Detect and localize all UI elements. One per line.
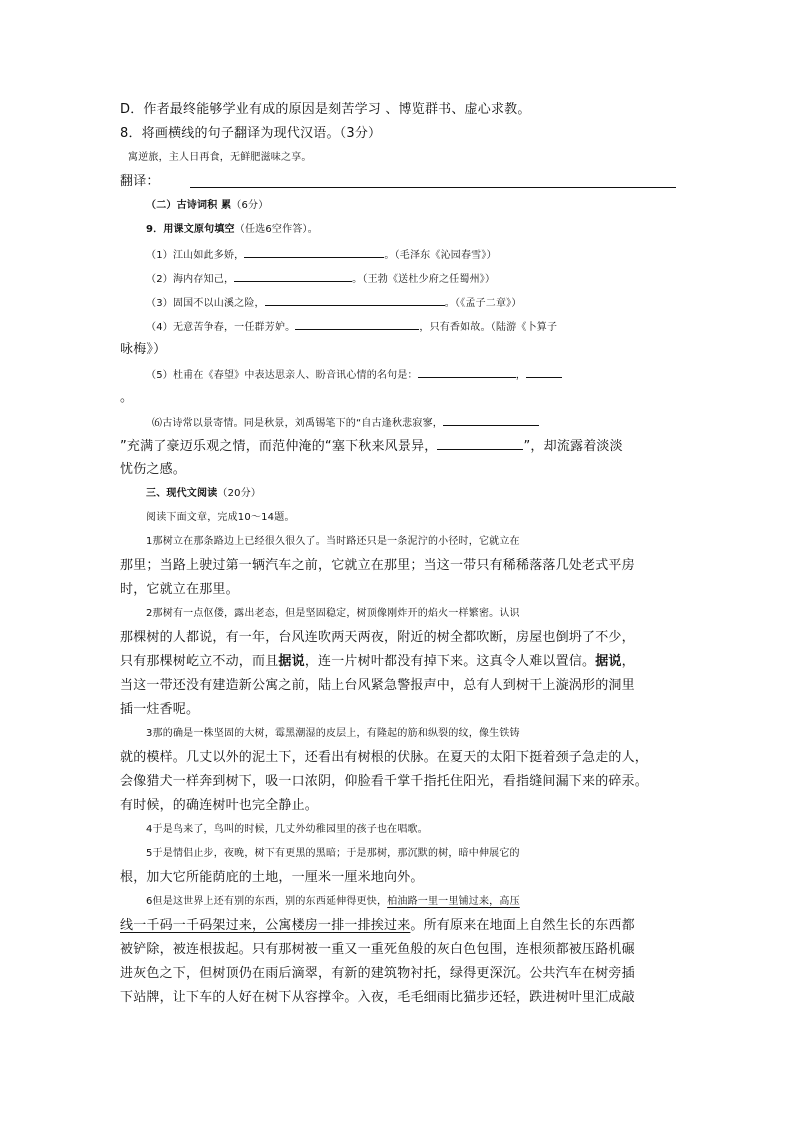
passage-text: 3那的确是一株坚固的大树，霉黑潮湿的皮层上，有隆起的筋和纵裂的纹，像生铁铸: [146, 728, 520, 739]
passage-p1-line: [120, 579, 680, 601]
passage-p5-line: [120, 867, 680, 889]
q8-answer-rule: [190, 187, 676, 188]
q9-item-4-lead: （4）无意苦争春，一任群芳妒。: [146, 322, 296, 333]
section3-title: 三、现代文阅读: [146, 488, 218, 499]
passage-p2-line: [146, 603, 706, 625]
q9-item-2: [146, 267, 706, 291]
passage-text: 下站牌，让下车的人好在树下从容撑伞。入夜，毛毛细雨比猫步还轻，跌进树叶里汇成敲: [120, 990, 635, 1005]
passage-text: 时，它就立在那里。: [120, 582, 239, 597]
q9-item-1: [146, 243, 706, 267]
q8-prompt-text: 8．将画横线的句子翻译为现代汉语。（3分）: [120, 126, 382, 141]
passage-text: 只有那棵树屹立不动，而且: [120, 654, 279, 669]
passage-p3-line: [120, 795, 680, 817]
passage-p3-line: [120, 771, 680, 793]
passage-text: 。所有原来在地面上自然生长的东西都: [410, 918, 635, 933]
q9-item-4-blank[interactable]: [295, 315, 419, 330]
section2-title: （二）古诗词积 累: [146, 200, 232, 211]
passage-text: 那里；当路上驶过第一辆汽车之前，它就立在那里；当这一带只有稀稀落落几处老式平房: [120, 558, 635, 573]
passage-p6-line: [120, 939, 680, 961]
passage-text: 当这一带还没有建造新公寓之前，陆上台风紧急警报声中，总有人到树干上漩涡形的洞里: [120, 678, 635, 693]
q9-item-2-lead: （2）海内存知己，: [146, 274, 235, 285]
emphasis-text: 据说: [595, 654, 622, 669]
passage-text: 被铲除，被连根拔起。只有那树被一重又一重死鱼般的灰白色包围，连根须都被压路机碾: [120, 942, 635, 957]
section3-score: （20分）: [217, 488, 262, 499]
q9-item-2-blank[interactable]: [234, 267, 352, 282]
q9-item-6: [152, 411, 712, 435]
passage-p6-line: [146, 891, 706, 913]
q9-item-4: [146, 315, 706, 339]
q9-heading: [146, 219, 706, 241]
passage-p5-line: [146, 843, 706, 865]
passage-text: 4于是鸟来了，鸟叫的时候，几丈外幼稚园里的孩子也在唱歌。: [146, 824, 428, 835]
q9-item-5-blank-2[interactable]: [526, 363, 562, 378]
emphasis-text: 据说: [278, 654, 305, 669]
q9-item-6-line-3: [120, 459, 680, 481]
q9-item-6-lead: ⑹古诗常以景寄情。同是秋景，刘禹锡笔下的“自古逢秋悲寂寥，: [152, 418, 443, 429]
q9-item-3: [146, 291, 706, 315]
q9-item-5-lead: （5）杜甫在《春望》中表达思亲人、盼音讯心情的名句是：: [146, 370, 418, 381]
passage-text: 会像猎犬一样奔到树下，吸一口浓阴，仰脸看千掌千指托住阳光，看指缝间漏下来的碎汞。: [120, 774, 649, 789]
q9-item-5: [146, 363, 706, 387]
q7-option-d: [120, 99, 680, 121]
q9-item-5-comma: ，: [515, 370, 526, 381]
q9-item-5-end: 。: [120, 390, 134, 405]
passage-p3-line: [146, 723, 706, 745]
passage-text: 那棵树的人都说，有一年，台风连吹两天两夜，附近的树全都吹断，房屋也倒坍了不少，: [120, 630, 635, 645]
passage-p1-line: [120, 555, 680, 577]
passage-p6-line: [120, 963, 680, 985]
q9-item-6-blank-1[interactable]: [443, 411, 539, 426]
section3-intro: [146, 507, 706, 529]
passage-text: 根，加大它所能荫庇的土地，一厘米一厘米地向外。: [120, 870, 424, 885]
q9-item-5-blank-1[interactable]: [418, 363, 516, 378]
q8-answer-label: 翻译：: [120, 174, 160, 189]
q8-sentence-text: 寓逆旅，主人日再食，无鲜肥滋味之享。: [128, 152, 312, 163]
q9-item-5-cont: [120, 387, 680, 409]
passage-p4-line: [146, 819, 706, 841]
q9-item-1-blank[interactable]: [244, 243, 384, 258]
passage-p1-line: [146, 531, 706, 553]
q9-item-3-source: 。（《孟子二章》）: [444, 298, 522, 309]
section2-score: （6分）: [231, 200, 269, 211]
q9-item-1-lead: （1）江山如此多娇，: [146, 250, 245, 261]
q9-item-6-line-2: [120, 435, 680, 458]
underlined-sentence: 线一千码一千码架过来，公寓楼房一排一排挨过来: [120, 918, 411, 933]
q9-title: 9．用课文原句填空: [146, 224, 235, 235]
section3-heading: [146, 483, 706, 505]
underlined-sentence: 柏油路一里一里铺过来，高压: [387, 896, 520, 907]
q9-note: （任选6空作答）。: [234, 224, 318, 235]
section2-heading: [146, 195, 706, 217]
passage-text: 就的模样。几丈以外的泥土下，还看出有树根的伏脉。在夏天的太阳下挺着颈子急走的人，: [120, 750, 649, 765]
q9-item-1-source: 。（毛泽东《沁园春雪》）: [384, 250, 497, 261]
passage-p3-line: [120, 747, 680, 769]
q8-answer-line[interactable]: [120, 171, 680, 193]
q7-option-d-text: D．作者最终能够学业有成的原因是刻苦学习 、博览群书、虚心求教。: [120, 102, 531, 117]
passage-text: 插一炷香呢。: [120, 702, 200, 717]
passage-p2-line: [120, 699, 680, 721]
q9-item-4-source: 咏梅》）: [120, 342, 167, 357]
passage-text: 有时候，的确连树叶也完全静止。: [120, 798, 319, 813]
passage-text: 进灰色之下，但树顶仍在雨后滴翠，有新的建筑物衬托，绿得更深沉。公共汽车在树旁插: [120, 966, 635, 981]
q9-item-4-cont: [120, 339, 680, 361]
passage-p6-line: [120, 915, 680, 937]
passage-text: ，: [621, 654, 635, 669]
passage-p2-line: [120, 627, 680, 649]
passage-p2-line: [120, 651, 680, 673]
q8-sentence: [128, 147, 688, 169]
q9-item-6-mid: ”充满了豪迈乐观之情，而范仲淹的“塞下秋来风景异，: [120, 439, 438, 454]
passage-p6-line: [120, 987, 680, 1009]
q8-prompt: [120, 123, 680, 145]
q9-item-6-tail: ”，却流露着淡淡: [523, 439, 623, 454]
passage-text: ，连一片树叶都没有掉下来。这真令人难以置信。: [304, 654, 596, 669]
q9-item-2-source: 。（王勃《送杜少府之任蜀州》）: [352, 274, 496, 285]
q9-item-3-blank[interactable]: [265, 291, 445, 306]
section3-intro-text: 阅读下面文章，完成10～14题。: [146, 512, 295, 523]
passage-text: 6但是这世界上还有别的东西，别的东西延伸得更快，: [146, 896, 388, 907]
passage-text: 5于是情侣止步，夜晚，树下有更黑的黑暗；于是那树，那沉默的树，暗中伸展它的: [146, 848, 520, 859]
q9-item-6-blank-2[interactable]: [437, 435, 523, 450]
q9-item-3-lead: （3）固国不以山溪之险，: [146, 298, 265, 309]
passage-text: 2那树有一点伛偻，露出老态，但是坚固稳定，树顶像刚炸开的焰火一样繁密。认识: [146, 608, 520, 619]
q9-item-4-tail: ，只有香如故。（陆游《卜算子: [419, 322, 558, 333]
passage-p2-line: [120, 675, 680, 697]
q9-item-6-end: 忧伤之感。: [120, 462, 187, 477]
passage-text: 1那树立在那条路边上已经很久很久了。当时路还只是一条泥泞的小径时，它就立在: [146, 536, 520, 547]
